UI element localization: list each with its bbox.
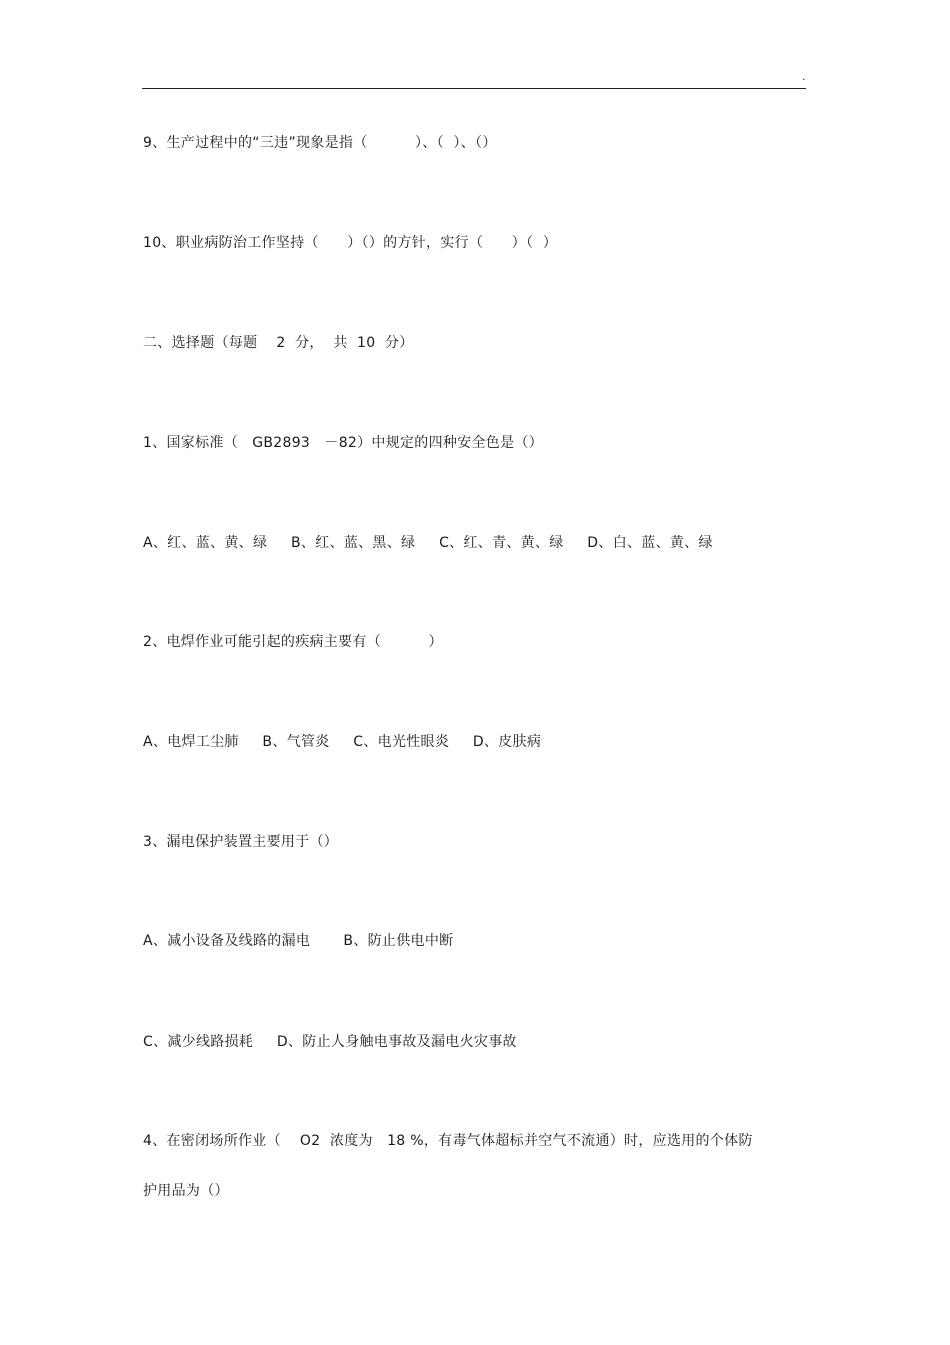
question-10-text: 10、职业病防治工作坚持（ ）（）的方针，实行（ ）（ ）: [143, 235, 558, 251]
choice-question-4-text: 4、在密闭场所作业（ O2 浓度为 18 %，有毒气体超标并空气不流通）时，应选用的个体防: [143, 1133, 753, 1149]
choice-question-3-options-ab: A、减小设备及线路的漏电 B、防止供电中断: [143, 933, 454, 949]
header-mark: .: [802, 70, 806, 83]
section-heading: 二、选择题（每题 2 分， 共 10 分）: [143, 335, 414, 351]
choice-question-1-options: A、红、蓝、黄、绿 B、红、蓝、黑、绿 C、红、青、黄、绿 D、白、蓝、黄、绿: [143, 535, 713, 551]
choice-question-3-options-cd: C、减少线路损耗 D、防止人身触电事故及漏电火灾事故: [143, 1034, 517, 1050]
choice-question-3-text: 3、漏电保护装置主要用于（）: [143, 834, 339, 850]
choice-question-2-options: A、电焊工尘肺 B、气管炎 C、电光性眼炎 D、皮肤病: [143, 734, 542, 750]
header-divider: [142, 88, 806, 89]
choice-question-1-text: 1、国家标准（ GB2893 －82）中规定的四种安全色是（）: [143, 435, 544, 451]
choice-question-4-text-continued: 护用品为（）: [143, 1183, 229, 1199]
choice-question-2-text: 2、电焊作业可能引起的疾病主要有（ ）: [143, 634, 443, 650]
question-9-text: 9、生产过程中的“三违”现象是指（ ）、（ ）、（）: [143, 135, 497, 151]
